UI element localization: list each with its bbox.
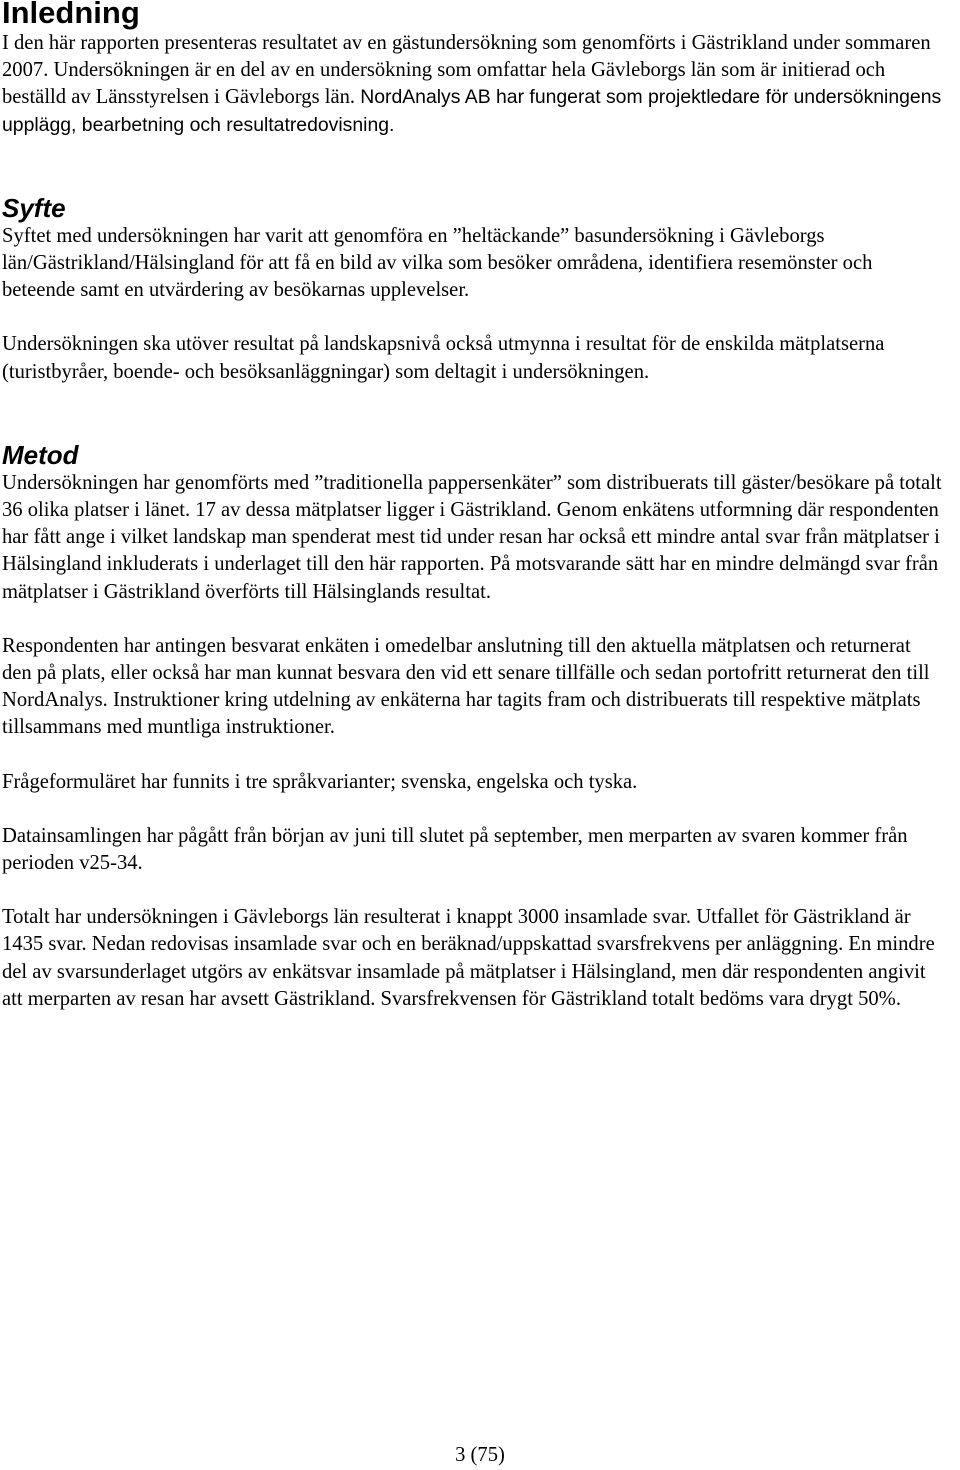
paragraph-spacer bbox=[2, 742, 944, 769]
paragraph-inledning-serif: I den här rapporten presenteras resultatet av en gästundersökning som genomförts i Gästrikland under sommaren 2007. Undersökningen är en del av en undersökning som omfattar hela Gävleborgs län som är initierad och beställd av Länsstyrelsen i Gävleborgs län. bbox=[2, 32, 931, 109]
paragraph-metod-3: Frågeformuläret har funnits i tre språkvarianter; svenska, engelska och tyska. bbox=[2, 770, 638, 793]
paragraph-metod-2: Respondenten har antingen besvarat enkäten i omedelbar anslutning till den aktuella mätplatsen och returnerat den på plats, eller också har man kunnat besvara den vid ett senare tillfälle och sedan portofritt returnerat den till NordAnalys. Instruktioner kring utdelning av enkäterna har tagits fram och distribuerats till respektive mätplats tillsammans med muntliga instruktioner. bbox=[2, 634, 930, 739]
paragraph-metod-1: Undersökningen har genomförts med ”traditionella pappersenkäter” som distribuerats till gäster/besökare på totalt 36 olika platser i länet. 17 av dessa mätplatser ligger i Gästrikland. Genom enkätens utformning där respondenten har fått ange i vilket landskap man spenderat mest tid under resan har också ett mindre antal svar från mätplatser i Hälsingland inkluderats i underlaget till den här rapporten. På motsvarande sätt har en mindre delmängd svar från mätplatser i Gästrikland överförts till Hälsinglands resultat. bbox=[2, 471, 942, 603]
section-spacer bbox=[2, 139, 944, 193]
heading-inledning: Inledning bbox=[2, 0, 140, 30]
paragraph-spacer bbox=[2, 304, 944, 331]
page-number: 3 (75) bbox=[455, 1444, 505, 1466]
paragraph-metod-4: Datainsamlingen har pågått från början av juni till slutet på september, men merparten av svaren kommer från perioden v25-34. bbox=[2, 824, 908, 875]
paragraph-spacer bbox=[2, 877, 944, 904]
paragraph-syfte-1: Syftet med undersökningen har varit att genomföra en ”heltäckande” basundersökning i Gävleborgs län/Gästrikland/Hälsingland för att få en bild av vilka som besöker områdena, identifiera resemönster och beteende samt en utvärdering av besökarnas upplevelser. bbox=[2, 224, 873, 302]
section-spacer bbox=[2, 386, 944, 440]
heading-metod: Metod bbox=[2, 439, 79, 470]
paragraph-syfte-2: Undersökningen ska utöver resultat på landskapsnivå också utmynna i resultat för de enskilda mätplatserna (turistbyråer, boende- och besöksanläggningar) som deltagit i undersökningen. bbox=[2, 333, 885, 383]
paragraph-spacer bbox=[2, 796, 944, 823]
paragraph-metod-5: Totalt har undersökningen i Gävleborgs län resulterat i knappt 3000 insamlade svar. Utfallet för Gästrikland är 1435 svar. Nedan redovisas insamlade svar och en beräknad/uppskattad svarsfrekvens per anläggning. En mindre del av svarsunderlaget utgörs av enkätsvar insamlade på mätplatser i Hälsingland, men där respondenten angivit att merparten av resan har avsett Gästrikland. Svarsfrekvensen för Gästrikland totalt bedöms vara drygt 50%. bbox=[2, 906, 935, 1010]
heading-syfte: Syfte bbox=[2, 192, 66, 223]
paragraph-inledning-sans: NordAnalys AB har fungerat som projektledare för undersökningens upplägg, bearbetning och resultatredovisning. bbox=[2, 86, 942, 136]
paragraph-inledning bbox=[2, 30, 944, 139]
paragraph-spacer bbox=[2, 606, 944, 633]
